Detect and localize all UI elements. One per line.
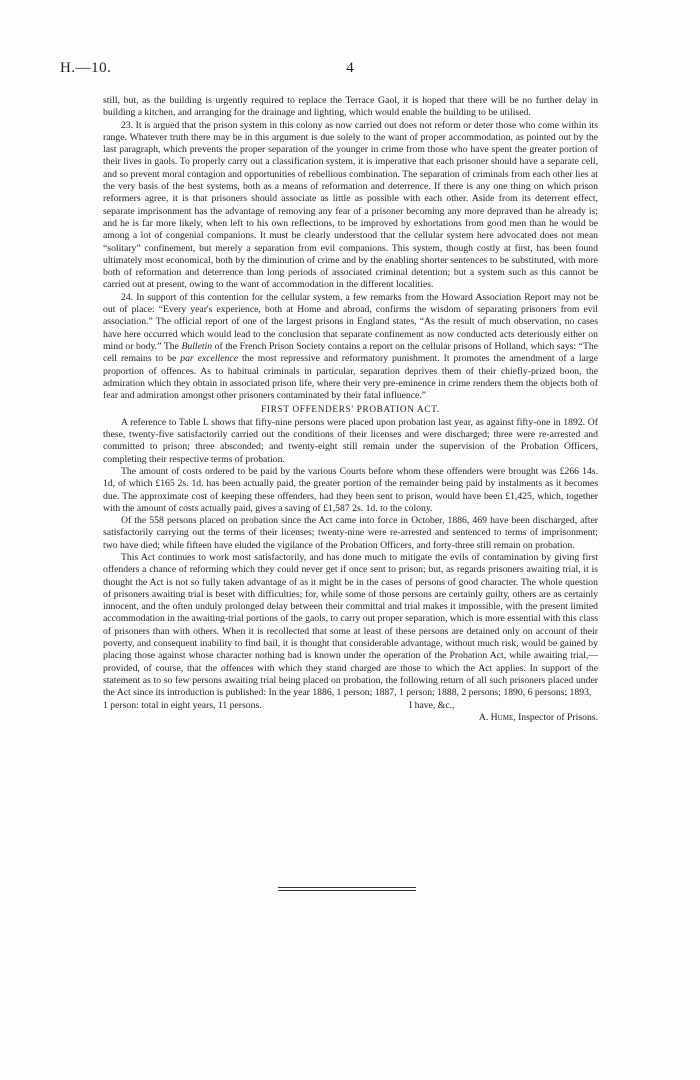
paragraph-24-end: the most repressive and reformatory punishment. It promotes the amendment of a large proportion of offences. As to habitual criminals in particular, separation deprives them of their chiefly-prized boon, the admiration which they obtain in associated prison life, where their very pre-eminence in crime renders them the objects both of fear and admiration amongst other prisoners contaminated by their fatal influence.” [103,353,599,402]
paragraph-24 [103,292,598,403]
paragraph-24-middle: of the French Prison Society contains a report on the cellular prisons of Holland, which says: “The cell remains to be [103,340,599,365]
paragraph-23: 23. It is argued that the prison system in this colony as now carried out does not reform or deter those who come within its range. Whatever truth there may be in this argument is due solely to the want of proper accommodation, as pointed out by the last paragraph, which prevents the proper separation of the younger in crime from those who have spent the greater portion of their lives in gaols. To properly carry out a classification system, it is imperative that each prisoner should have a separate cell, and so prevent moral contagion and opportunities of rebellious combination. The separation of criminals from each other lies at the very basis of the best systems, both as a means of reformation and deterrence. If there is any one thing on which prison reformers agree, it is that prisoners should associate as little as possible with each other. Aside from its deterrent effect, separate imprisonment has the advantage of removing any fear of a prisoner becoming any more depraved than he already is; and he is far more likely, when left to his own reflections, to be improved by exhortations from good men than he would be among a lot of congenial companions. It must be clearly understood that the cellular system here advocated does not mean “solitary” confinement, but merely a separation from evil companions. This system, though costly at first, has been found ultimately most economical, both by the diminution of crime and by the enabling shorter sentences to be substituted, with more both of reformation and deterrence than long periods of associated criminal detention; but a system such as this cannot be carried out at present, owing to the want of accommodation in the different localities. [103,119,598,291]
probation-paragraph-4: This Act continues to work most satisfactorily, and has done much to mitigate the evils of contamination by giving first offenders a chance of reforming which they could never get if once sent to prison; but, as regards prisoners awaiting trial, it is thought the Act is not so fully taken advantage of as it might be in the cases of persons of good character. The whole question of prisoners awaiting trial is beset with difficulties; for, while some of those persons are certainly guilty, others are as certainly innocent, and the often unduly prolonged delay between their committal and trial makes it impossible, with the present limited accommodation in the awaiting-trial portions of the gaols, to carry out proper separation, which is more essential with this class of prisoners than with others. When it is recollected that some at least of these persons are detained only on account of their poverty, and consequent inability to find bail, it is thought that considerable advantage, without much risk, would be gained by placing those against whose character nothing bad is known under the operation of the Probation Act, while awaiting trial,—provided, of course, that the offences with which they stand charged are those to which the Act applies. In support of the statement as to so few persons awaiting trial being placed on probation, the following return of all such prisoners placed under the Act since its introduction is published: In the year 1886, 1 person; 1887, 1 person; 1888, 2 persons; 1890, 6 persons; 1893, [103,551,598,699]
closing-line [103,700,598,712]
probation-paragraph-2: The amount of costs ordered to be paid by the various Courts before whom these offenders were brought was £266 14s. 1d, of which £165 2s. 1d. has been actually paid, the greater portion of the remainder being paid by instalments as it becomes due. The approximate cost of keeping these offenders, had they been sent to prison, would have been £1,425, which, together with the amount of costs actually paid, gives a saving of £1,587 2s. 1d. to the colony. [103,465,598,514]
section-heading: FIRST OFFENDERS' PROBATION ACT. [261,404,440,415]
probation-paragraph-1: A reference to Table L shows that fifty-nine persons were placed upon probation last year, as against fifty-one in 1892. Of these, twenty-five satisfactorily carried out the conditions of their licenses and were discharged; three were re-arrested and committed to prison; three absconded; and twenty-eight still remain under the supervision of the Probation Officers, completing their respective terms of probation. [103,416,598,465]
probation-paragraph-3: Of the 558 persons placed on probation since the Act came into force in October, 1886, 469 have been discharged, after satisfactorily carrying out the terms of their licenses; twenty-nine were re-arrested and sentenced to terms of imprisonment; two have died; while fifteen have eluded the vigilance of the Probation Officers, and forty-three still remain on probation. [103,515,598,551]
paragraph-continuation: still, but, as the building is urgently required to replace the Terrace Gaol, it is hoped that there will be no further delay in building a kitchen, and arranging for the drainage and lighting, which would enable the building to be utilised. [103,95,598,119]
signature-title: Inspector of Prisons. [518,711,598,723]
closing-rule-top [278,887,416,888]
signature [103,712,598,724]
page-body [103,95,598,724]
page-header [60,60,640,80]
italic-par-excellence: par excellence [180,353,238,365]
closing-rule-bottom [278,890,416,891]
signature-name: Hume, [490,711,516,723]
page-number: 4 [346,60,354,76]
italic-bulletin: Bulletin [181,340,213,352]
paragraph-24-start: 24. In support of this contention for the cellular system, a few remarks from the Howard Association Report may not be out of place: “Every year's experience, both at Home and abroad, confirms the wisdom of separating prisoners from evil association.” The official report of one of the largest prisons in England states, “As the result of much observation, no cases have here occurred which would lead to the conclusion that separate confinement as now conducted acts deteriously either on mind or body.” The [103,291,598,352]
signature-initial: A. [478,711,489,723]
document-id: H.—10. [60,60,112,76]
valediction: I have, &c., [409,699,455,711]
closing-total: 1 person: total in eight years, 11 persons. [103,699,262,711]
